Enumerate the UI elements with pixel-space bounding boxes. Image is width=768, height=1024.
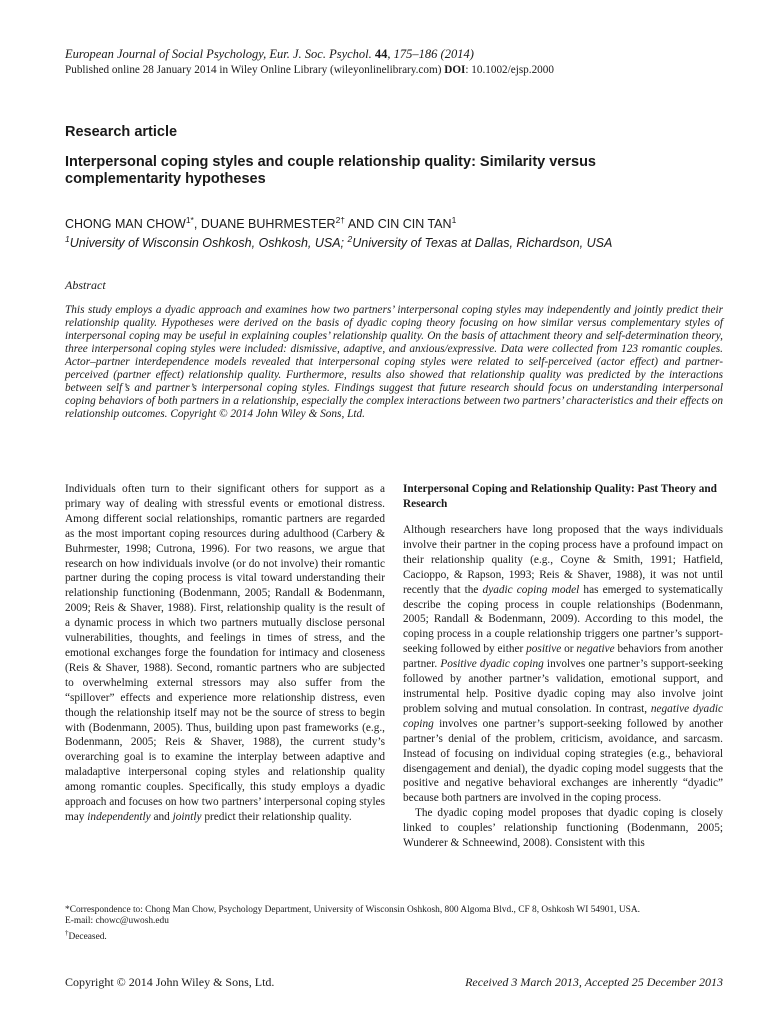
body-column-right [403,482,723,851]
deceased-note: †Deceased. [65,928,107,942]
received-dates: Received 3 March 2013, Accepted 25 December 2013 [465,975,723,989]
body-paragraph: Individuals often turn to their significant others for support as a primary way of dealing with stressful events or emotional distress. Among different social relationships, romantic partners are regarded as the most important coping resources during adulthood (Carbery & Buhrmester, 1998; Cutrona, 1996). For two reasons, we argue that research on how individuals involve (or do not involve) their romantic partner during the coping process is vital toward understanding their relationship functioning (Bodenmann, 2005; Randall & Bodenmann, 2009; Reis & Shaver, 1988). First, relationship quality is the result of a dynamic process in which two partners mutually disclose personal vulnerabilities, thoughts, and feelings in times of stress, and the emotional exchanges forge the foundation for intimacy and closeness (Reis & Shaver, 1988). Second, romantic partners who are subjected to overwhelming external stressors may also suffer from the “spillover” effects and experience more relationship distress, even though the relationship itself may not be the source of stress to begin with (Bodenmann, 2005). Thus, building upon past frameworks (e.g., Bodenmann, 2005; Reis & Shaver, 1988), the current study’s overarching goal is to examine the interplay between adaptive and maladaptive interpersonal coping styles and relationship quality among romantic couples. Specifically, this study employs a dyadic approach and focuses on how two partners’ interpersonal coping styles may independently and jointly predict their relationship quality. [65,483,385,823]
copyright-footer: Copyright © 2014 John Wiley & Sons, Ltd. [65,975,275,989]
author-list: CHONG MAN $CHOW^{1*}$, DUANE $BUHRMESTER^{2\dagger}$ AND CIN CIN TAN$^1$ [65,215,457,232]
publication-line: Published online 28 January 2014 in Wiley Online Library (wileyonlinelibrary.com) DOI: 10.1002/ejsp.2000 [65,64,554,76]
abstract-heading: Abstract [65,278,106,292]
footnotes [65,905,725,943]
author-name: CIN CIN TAN [377,217,452,232]
body-paragraph: Although researchers have long proposed that the ways individuals involve their partner in the coping process have a profound impact on their relationship quality (e.g., Coyne & Smith, 1991; Hatfield, Cacioppo, & Rapson, 1993; Reis & Shaver, 1988), it was not until recently that the dyadic coping model has emerged to systematically describe the coping process in couple relationships (Bodenmann, 2005; Randall & Bodenmann, 2009). According to this model, the coping process in a couple relationship triggers one partner’s support-seeking followed by either positive or negative behaviors from another partner. Positive dyadic coping involves one partner’s support-seeking followed by another partner’s validation, emotional support, and instrumental help. Positive dyadic coping may also involve joint problem solving and mutual consolation. In contrast, negative dyadic coping involves one partner’s support-seeking followed by another partner’s denial of the problem, criticism, avoidance, and sarcasm. Instead of focusing on individual coping strategies (e.g., behavioral disengagement and denial), the dyadic coping model suggests that the positive and negative behavioral exchanges are inherently “dyadic” because both partners are involved in the coping process. [403,524,724,805]
author-mark: 1* [185,215,194,225]
affiliation: University of Wisconsin Oshkosh, Oshkosh, USA; [69,236,348,251]
doi-link[interactable]: : 10.1002/ejsp.2000 [465,64,554,76]
body-column-left [65,482,385,825]
author-name: CHONG MAN CHOW [65,217,186,232]
article-title: Interpersonal coping styles and couple relationship quality: Similarity versus complementarity hypotheses [65,154,596,187]
section-heading: Interpersonal Coping and Relationship Quality: Past Theory and Research [403,483,717,510]
author-mark: 1 [451,215,457,225]
body-paragraph: The dyadic coping model proposes that dyadic coping is closely linked to couples’ relationship functioning (Bodenmann, 2005; Wunderer & Schneewind, 2008). Consistent with this [403,807,723,850]
journal-volume: 44 [374,47,388,61]
abstract-text: This study employs a dyadic approach and examines how two partners’ interpersonal coping styles may independently and jointly predict their relationship quality. Hypotheses were derived on the basis of dyadic coping theory focusing on how similar versus complementary styles of interpersonal coping may be useful in explaining couples’ relationship quality. On the basis of attachment theory and self-determination theory, three interpersonal coping styles were included: dismissive, adaptive, and anxious/expressive. Data were collected from 123 romantic couples. Actor–partner interdependence models revealed that interpersonal coping styles were related to self-perceived (actor effect) and partner-perceived (partner effect) relationship quality. Furthermore, results also showed that relationship quality was predicted by the interactions between self’s and partner’s interpersonal coping styles. Findings suggest that future research should focus on understanding interpersonal coping behaviors of both partners in a relationship, especially the complex interactions between two partners’ characteristics and their effects on relationship outcomes. Copyright © 2014 John Wiley & Sons, Ltd. [65,304,723,420]
journal-pages: , 175–186 (2014) [387,47,474,61]
journal-citation: European Journal of Social Psychology, Eur. J. Soc. Psychol. 44, 175–186 (2014) [65,47,474,61]
section-label: Research article [65,124,178,140]
affiliations: $^1$University of Wisconsin Oshkosh, Oshkosh, USA; $^2$University of Texas at Dallas, Richardson, USA [65,234,613,251]
doi-label: DOI [444,64,466,76]
affiliation: University of Texas at Dallas, Richardson, USA [352,236,613,251]
correspondence-note: *Correspondence to: Chong Man Chow, Psychology Department, University of Wisconsin Oshkosh, 800 Algoma Blvd., CF 8, Oshkosh WI 54901, USA. [65,905,640,915]
email-note[interactable]: E-mail: chowc@uwosh.edu [65,916,169,927]
author-mark: 2† [335,215,346,225]
author-name: DUANE BUHRMESTER [200,217,336,232]
